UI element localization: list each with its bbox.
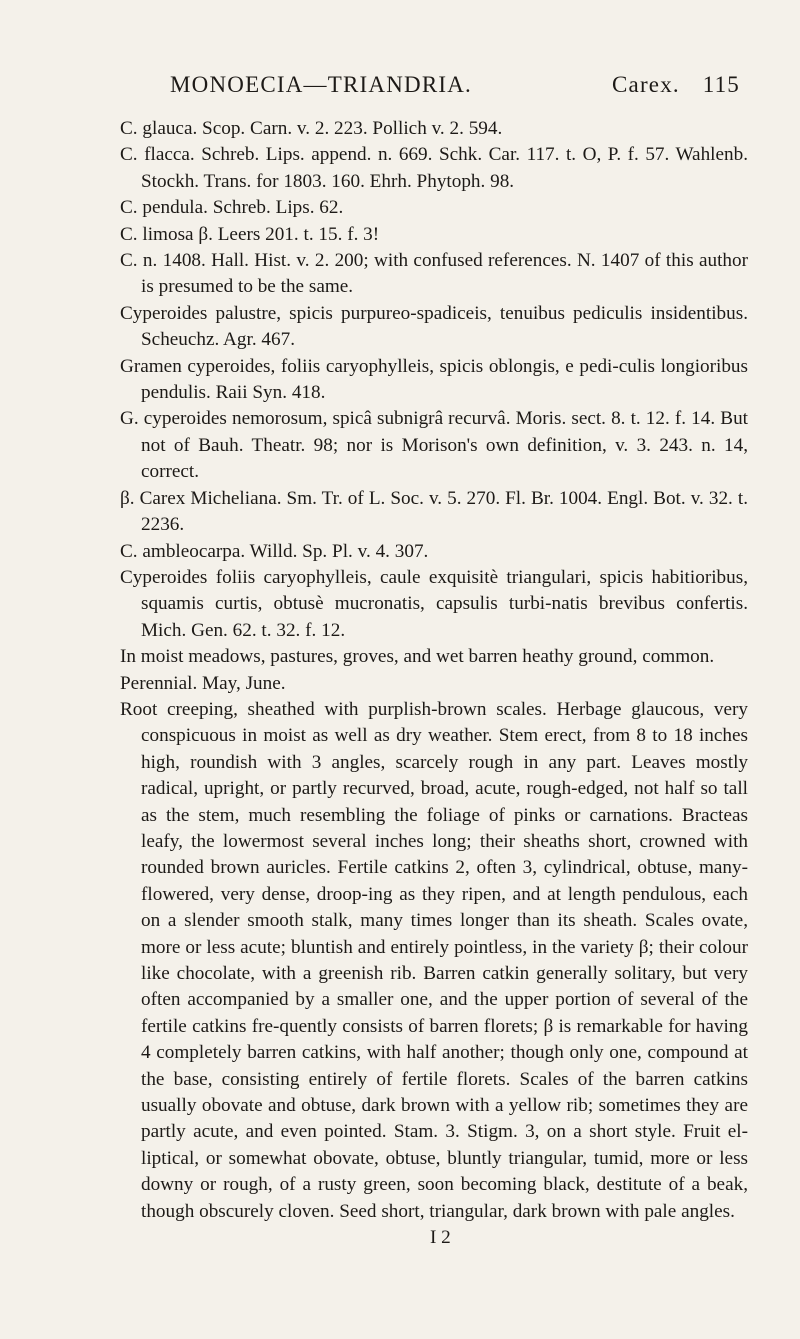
synonym-entry: C. flacca. Schreb. Lips. append. n. 669. Schk. Car. 117. t. O, P. f. 57. Wahlenb. Stockh. Trans. for 1803. 160. Ehrh. Phytoph. 98. (120, 144, 748, 192)
synonym-entry: G. cyperoides nemorosum, spicâ subnigrâ recurvâ. Moris. sect. 8. t. 12. f. 14. But not of Bauh. Theatr. 98; nor is Morison's own definition, v. 3. 243. n. 14, correct. (120, 408, 748, 483)
synonym-entry: C. pendula. Schreb. Lips. 62. (120, 197, 344, 219)
description-paragraph: Root creeping, sheathed with purplish-brown scales. Herbage glaucous, very conspicuous in moist as well as dry weather. Stem erect, from 8 to 18 inches high, roundish with 3 angles, scarcely rough in any part. Leaves mostly radical, upright, or partly recurved, broad, acute, rough-edged, not half so tall as the stem, much resembling the foliage of pinks or carnations. Bracteas leafy, the lowermost several inches long; their sheaths short, crowned with rounded brown auricles. Fertile catkins 2, often 3, cylindrical, obtuse, many-flowered, very dense, droop-ing as they ripen, and at length pendulous, each on a slender smooth stalk, many times longer than its sheath. Scales ovate, more or less acute; bluntish and entirely pointless, in the variety β; their colour like chocolate, with a greenish rib. Barren catkin generally solitary, but very often accompanied by a smaller one, and the upper portion of several of the fertile catkins fre-quently consists of barren florets; β is remarkable for having 4 completely barren catkins, with half another; though only one, compound at the base, consisting entirely of fertile florets. Scales of the barren catkins usually obovate and obtuse, dark brown with a yellow rib; sometimes they are partly acute, and even pointed. Stam. 3. Stigm. 3, on a short style. Fruit el-liptical, or somewhat obovate, obtuse, bluntly triangular, tumid, more or less downy or rough, of a rusty green, soon becoming black, destitute of a beak, though obscurely cloven. Seed short, triangular, dark brown with pale angles. (120, 698, 748, 1222)
page-header (170, 72, 740, 106)
synonym-entry: Cyperoides palustre, spicis purpureo-spadiceis, tenuibus pediculis insidentibus. Scheuchz. Agr. 467. (120, 302, 748, 351)
synonym-entry: Cyperoides foliis caryophylleis, caule exquisitè triangulari, spicis habitioribus, squamis curtis, obtusè mucronatis, capsulis turbi-natis brevibus confertis. Mich. Gen. 62. t. 32. f. 12. (120, 566, 748, 641)
habitat-paragraph: In moist meadows, pastures, groves, and wet barren heathy ground, common. (120, 646, 715, 668)
page-number: 115 (702, 72, 740, 97)
synonym-entry: C. limosa β. Leers 201. t. 15. f. 3! (120, 223, 380, 245)
genus-heading: Carex. (612, 72, 680, 97)
synonym-entry: β. Carex Micheliana. Sm. Tr. of L. Soc. v. 5. 270. Fl. Br. 1004. Engl. Bot. v. 32. t. 2236. (120, 487, 748, 536)
duration-paragraph: Perennial. May, June. (120, 672, 286, 694)
synonym-entry: C. glauca. Scop. Carn. v. 2. 223. Pollich v. 2. 594. (120, 118, 503, 139)
signature-mark: I 2 (430, 1227, 451, 1249)
running-title: MONOECIA—TRIANDRIA. (170, 72, 472, 97)
synonym-entry: C. ambleocarpa. Willd. Sp. Pl. v. 4. 307. (120, 540, 429, 562)
body-text (120, 116, 748, 1251)
synonym-entry: Gramen cyperoides, foliis caryophylleis, spicis oblongis, e pedi-culis longioribus pendulis. Raii Syn. 418. (120, 355, 748, 404)
synonym-entry: C. n. 1408. Hall. Hist. v. 2. 200; with confused references. N. 1407 of this author is presumed to be the same. (120, 250, 748, 298)
